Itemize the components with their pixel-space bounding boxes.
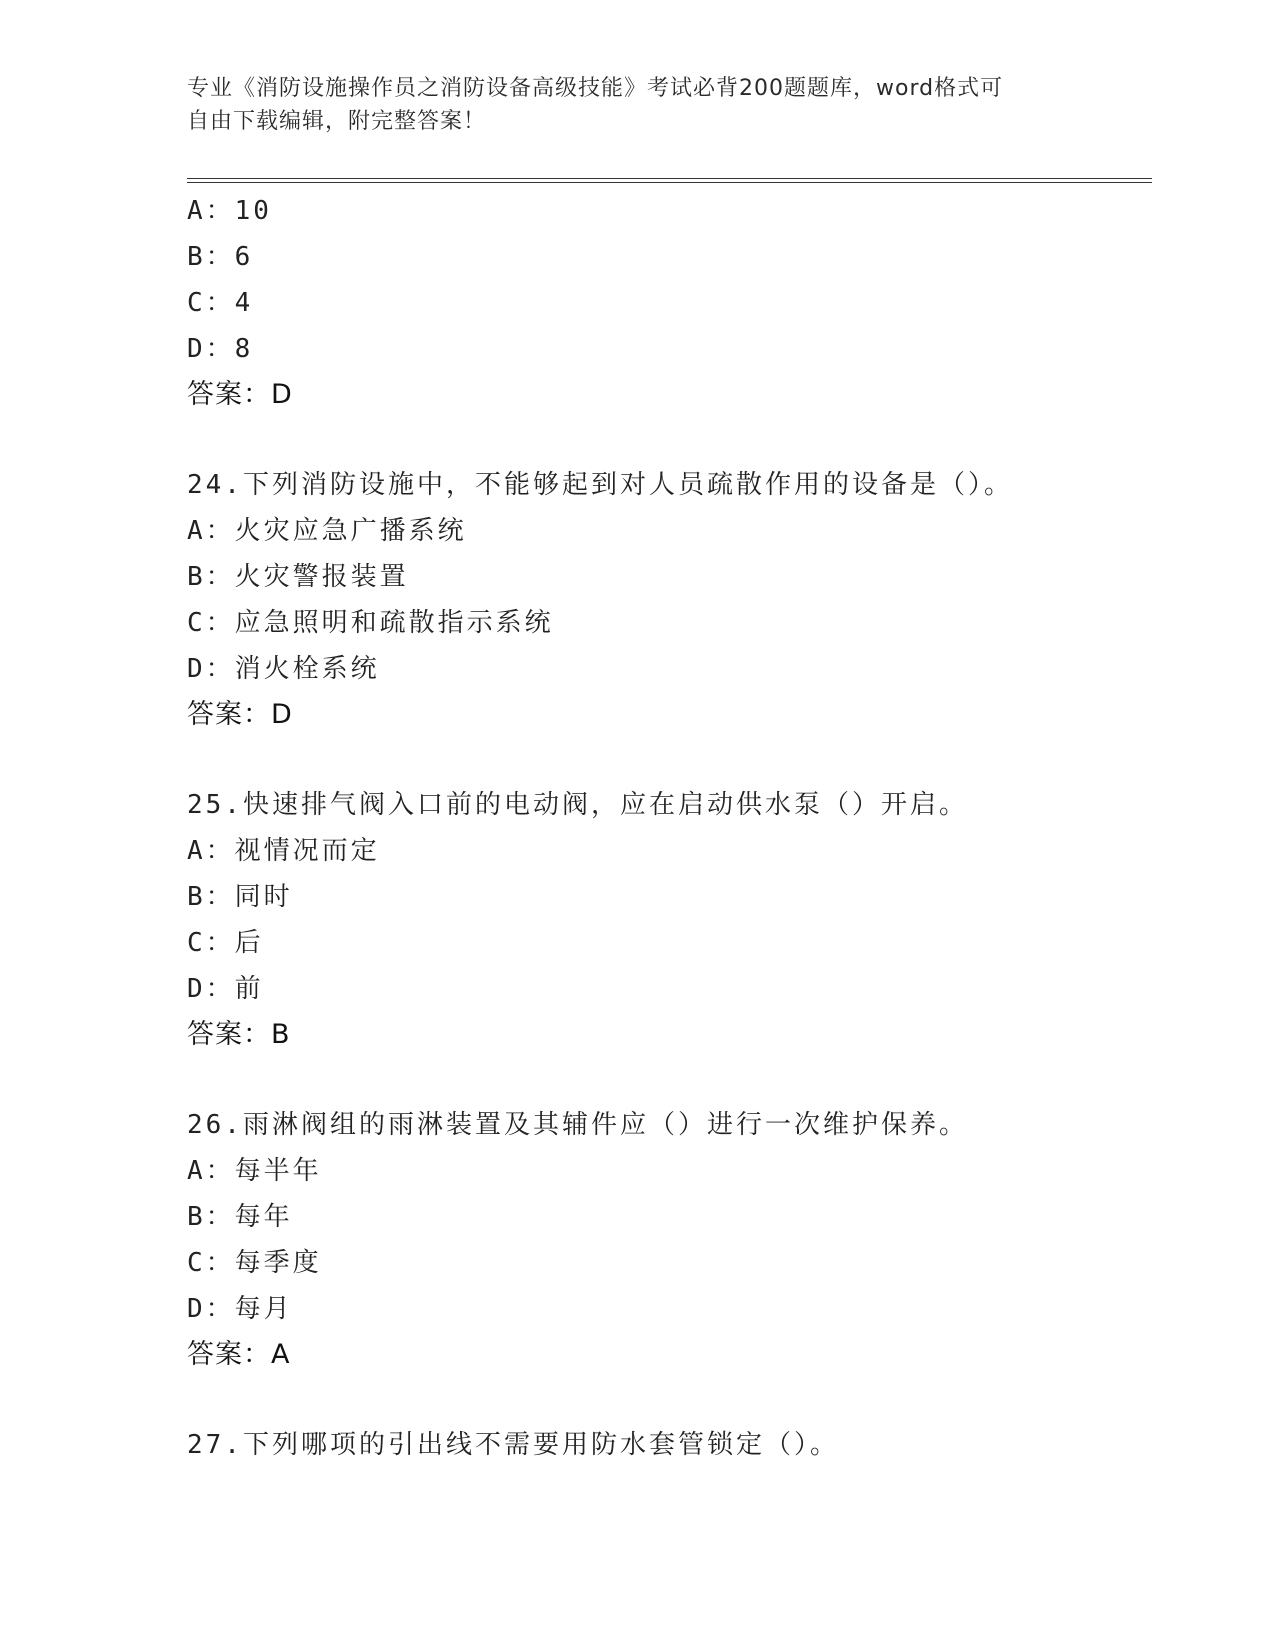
answer-label: 答案：B — [187, 1019, 291, 1050]
option-d: D：每月 — [187, 1294, 293, 1324]
document-header — [187, 72, 1067, 138]
option-a: A：每半年 — [187, 1156, 322, 1186]
question-27 — [187, 1422, 1147, 1468]
question-stem: 27.下列哪项的引出线不需要用防水套管锁定（）。 — [187, 1430, 839, 1460]
header-divider — [187, 178, 1152, 183]
option-d: D：消火栓系统 — [187, 654, 380, 684]
spacer — [187, 738, 1147, 782]
answer-label: 答案：D — [187, 699, 293, 730]
spacer — [187, 418, 1147, 462]
option-c: C：应急照明和疏散指示系统 — [187, 608, 554, 638]
option-b: B：火灾警报装置 — [187, 562, 409, 592]
option-d: D：前 — [187, 974, 264, 1004]
option-a: A：视情况而定 — [187, 836, 380, 866]
question-25 — [187, 782, 1147, 1058]
header-title-line-1: 专业《消防设施操作员之消防设备高级技能》考试必背200题题库，word格式可 — [187, 76, 1004, 101]
spacer — [187, 1058, 1147, 1102]
spacer — [187, 1378, 1147, 1422]
answer-label: 答案：A — [187, 1339, 291, 1370]
option-c: C：4 — [187, 288, 254, 318]
option-d: D：8 — [187, 334, 254, 364]
question-stem: 25.快速排气阀入口前的电动阀，应在启动供水泵（）开启。 — [187, 790, 968, 820]
option-b: B：同时 — [187, 882, 293, 912]
question-26 — [187, 1102, 1147, 1378]
option-b: B：6 — [187, 242, 254, 272]
question-stem: 26.雨淋阀组的雨淋装置及其辅件应（）进行一次维护保养。 — [187, 1110, 968, 1140]
option-c: C：每季度 — [187, 1248, 322, 1278]
option-b: B：每年 — [187, 1202, 293, 1232]
header-title-line-2: 自由下载编辑，附完整答案！ — [187, 109, 487, 134]
question-stem: 24.下列消防设施中，不能够起到对人员疏散作用的设备是（）。 — [187, 470, 1013, 500]
question-24 — [187, 462, 1147, 738]
answer-label: 答案：D — [187, 379, 293, 410]
option-a: A：火灾应急广播系统 — [187, 516, 467, 546]
question-fragment-23 — [187, 188, 1147, 418]
option-a: A：10 — [187, 196, 272, 226]
option-c: C：后 — [187, 928, 264, 958]
question-list — [187, 188, 1147, 1468]
